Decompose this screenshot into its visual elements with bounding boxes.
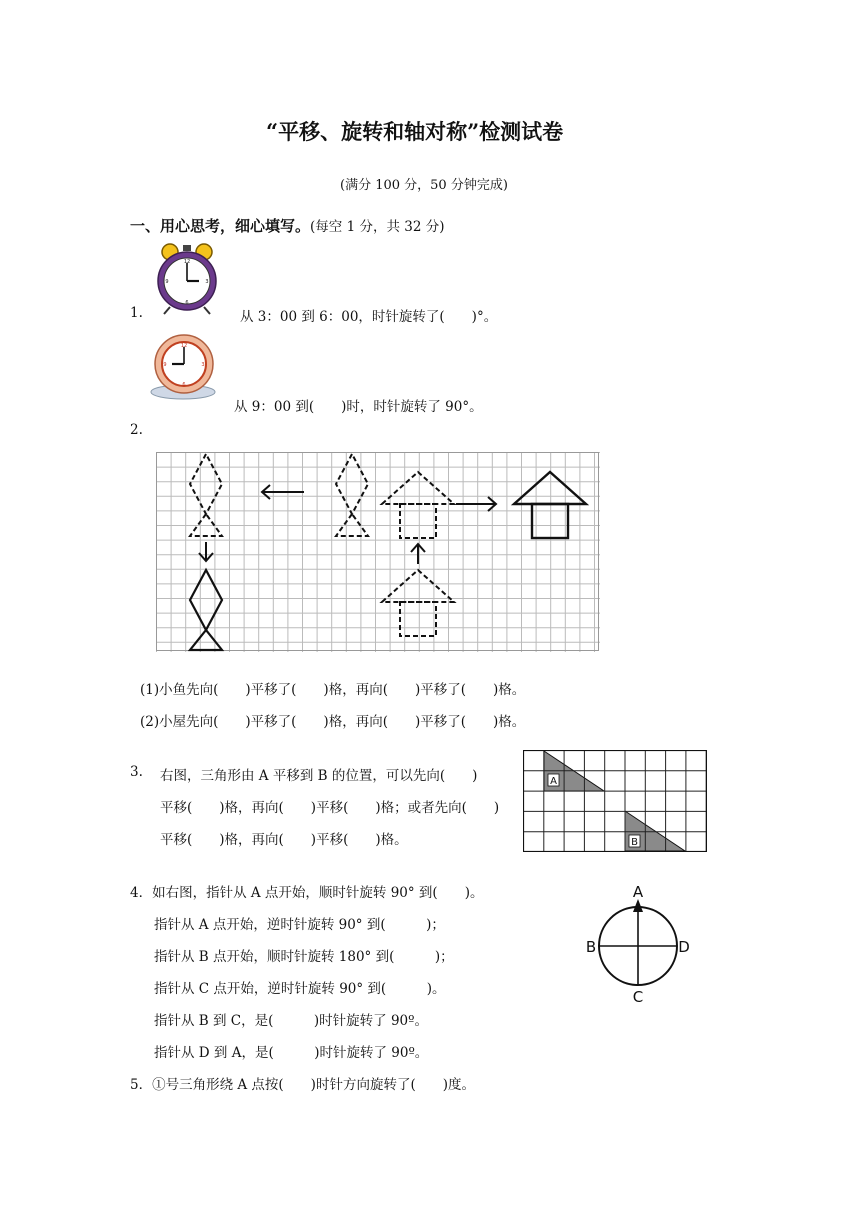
q2-line1: (1)小鱼先向( )平移了( )格，再向( )平移了( )格。 xyxy=(140,682,526,698)
svg-text:3: 3 xyxy=(201,362,205,368)
svg-text:6: 6 xyxy=(185,300,189,306)
svg-text:9: 9 xyxy=(163,362,167,368)
compass-dial-figure xyxy=(580,882,700,1004)
q4-line6: 指针从 D 到 A，是( )时针旋转了 90º。 xyxy=(154,1045,429,1061)
dial-label-c: C xyxy=(632,988,644,1004)
q3-line3: 平移( )格，再向( )平移( )格。 xyxy=(160,832,408,848)
table-clock-image xyxy=(148,334,218,400)
q2-line2: (2)小屋先向( )平移了( )格，再向( )平移了( )格。 xyxy=(140,714,526,730)
svg-text:9: 9 xyxy=(165,279,169,285)
svg-text:12: 12 xyxy=(180,343,188,349)
fish-original xyxy=(190,454,222,536)
q3-line2: 平移( )格，再向( )平移( )格；或者先向( ) xyxy=(160,800,500,816)
q4-line5: 指针从 B 到 C，是( )时针旋转了 90º。 xyxy=(154,1013,428,1029)
dial-label-a: A xyxy=(632,883,644,901)
triangle-grid-figure xyxy=(523,750,707,852)
dial-label-b: B xyxy=(585,938,597,956)
q4-line3: 指针从 B 点开始，顺时针旋转 180° 到( )； xyxy=(154,949,454,965)
q1-line1: 从 3：00 到 6：00，时针旋转了( )°。 xyxy=(240,309,498,325)
fish-moved xyxy=(190,570,222,650)
house-bottom xyxy=(382,570,454,636)
down-arrow-icon xyxy=(199,542,213,561)
svg-text:6: 6 xyxy=(182,382,186,388)
section-note: (每空 1 分，共 32 分) xyxy=(310,219,445,235)
dial-label-d: D xyxy=(678,938,690,956)
triangle-label-b: B xyxy=(631,837,638,848)
svg-text:3: 3 xyxy=(205,279,209,285)
page-title: “平移、旋转和轴对称”检测试卷 xyxy=(266,119,564,144)
fish-middle xyxy=(336,454,368,536)
translation-grid-figure xyxy=(156,452,600,652)
svg-text:12: 12 xyxy=(183,259,191,265)
q2-number: 2. xyxy=(130,422,143,438)
section-title: 一、用心思考，细心填写。 xyxy=(130,217,311,235)
q5-line: 5．①号三角形绕 A 点按( )时针方向旋转了( )度。 xyxy=(130,1077,475,1093)
q4-line1: 4．如右图，指针从 A 点开始，顺时针旋转 90° 到( )。 xyxy=(130,885,484,901)
right-arrow-icon xyxy=(456,497,496,511)
page-subtitle: (满分 100 分，50 分钟完成) xyxy=(340,178,508,193)
q4-line2: 指针从 A 点开始，逆时针旋转 90° 到( )； xyxy=(154,917,445,933)
triangle-label-a: A xyxy=(550,776,557,787)
left-arrow-icon xyxy=(262,485,304,499)
q3-line1: 右图，三角形由 A 平移到 B 的位置，可以先向( ) xyxy=(160,768,478,784)
section-heading xyxy=(130,215,444,236)
alarm-clock-image xyxy=(152,243,222,315)
up-arrow-icon xyxy=(411,544,425,564)
q1-number: 1. xyxy=(130,305,143,321)
q1-line2: 从 9：00 到( )时，时针旋转了 90°。 xyxy=(234,399,483,415)
q3-number: 3. xyxy=(130,764,143,780)
q4-line4: 指针从 C 点开始，逆时针旋转 90° 到( )。 xyxy=(154,981,446,997)
